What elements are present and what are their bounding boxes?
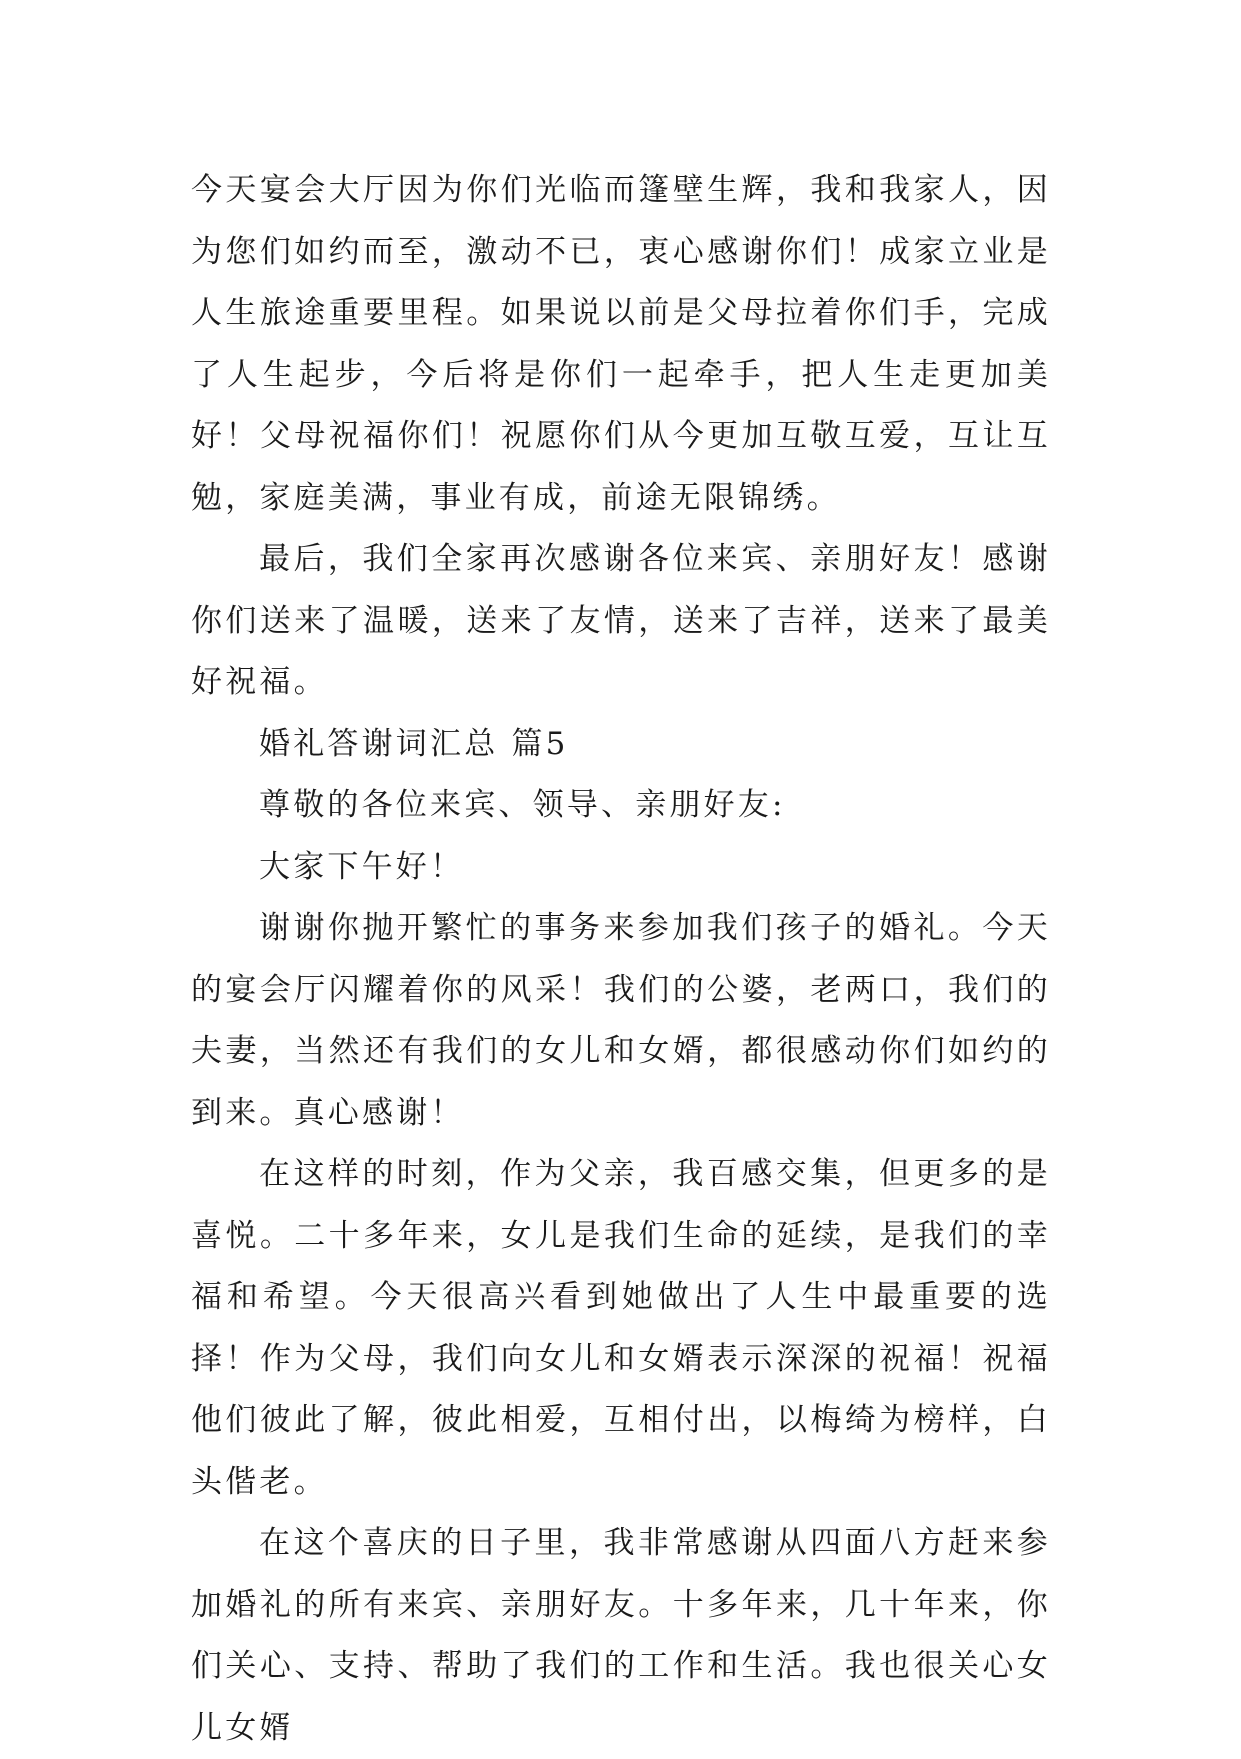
document-page xyxy=(191,160,1051,1759)
paragraph-gratitude: 在这个喜庆的日子里，我非常感谢从四面八方赶来参加婚礼的所有来宾、亲朋好友。十多年来，几十年来，你们关心、支持、帮助了我们的工作和生活。我也很关心女儿女婿 xyxy=(191,1525,1051,1746)
greeting: 大家下午好！ xyxy=(259,848,465,885)
section-heading: 婚礼答谢词汇总 篇5 xyxy=(259,725,569,762)
paragraph-welcome: 谢谢你抛开繁忙的事务来参加我们孩子的婚礼。今天的宴会厅闪耀着你的风采！我们的公婆，老两口，我们的夫妻，当然还有我们的女儿和女婿，都很感动你们如约的到来。真心感谢！ xyxy=(191,910,1051,1131)
paragraph-thanks: 最后，我们全家再次感谢各位来宾、亲朋好友！感谢你们送来了温暖，送来了友情，送来了吉祥，送来了最美好祝福。 xyxy=(191,541,1051,700)
salutation: 尊敬的各位来宾、领导、亲朋好友: xyxy=(259,787,786,823)
paragraph-father: 在这样的时刻，作为父亲，我百感交集，但更多的是喜悦。二十多年来，女儿是我们生命的延续，是我们的幸福和希望。今天很高兴看到她做出了人生中最重要的选择！作为父母，我们向女儿和女婿表示深深的祝福！祝福他们彼此了解，彼此相爱，互相付出，以梅绮为榜样，白头偕老。 xyxy=(191,1156,1051,1500)
paragraph-blessing: 今天宴会大厅因为你们光临而篷壁生辉，我和我家人，因为您们如约而至，激动不已，衷心感谢你们！成家立业是人生旅途重要里程。如果说以前是父母拉着你们手，完成了人生起步，今后将是你们一起牵手，把人生走更加美好！父母祝福你们！祝愿你们从今更加互敬互爱，互让互勉，家庭美满，事业有成，前途无限锦绣。 xyxy=(191,172,1051,516)
